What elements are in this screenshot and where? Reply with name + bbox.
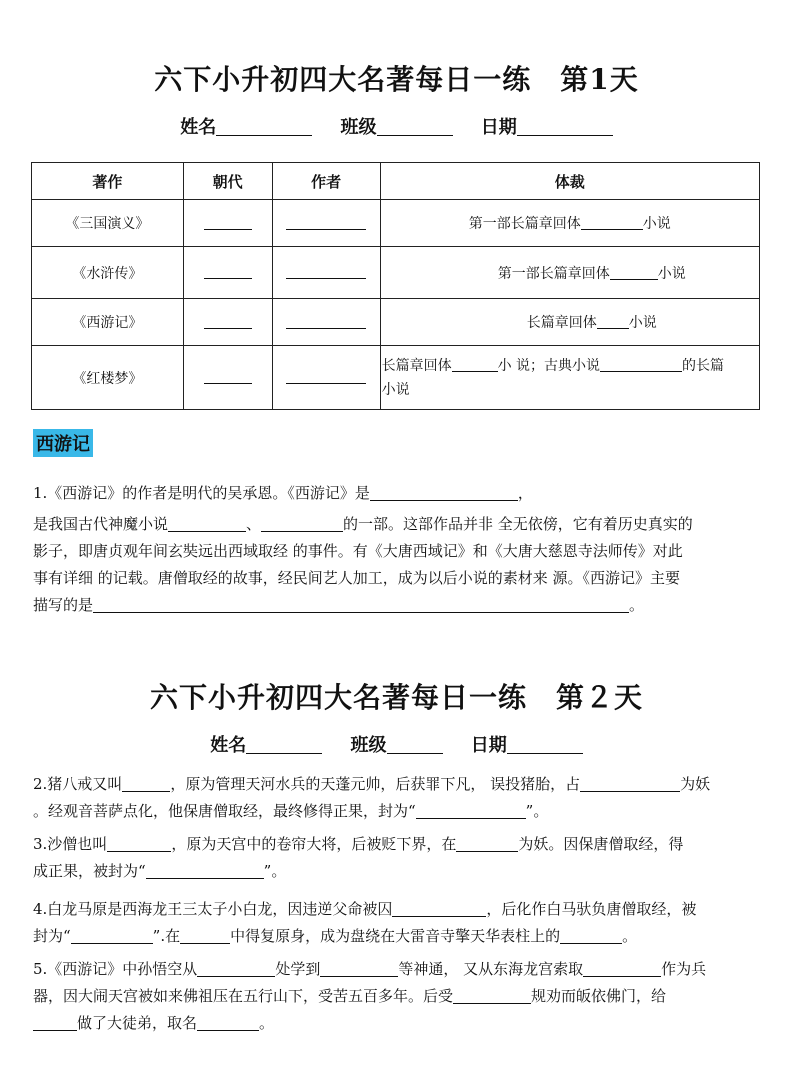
q2-blank[interactable] xyxy=(416,803,526,819)
genre-text: 小 说；古典小说 xyxy=(497,357,601,374)
day1-student-info xyxy=(0,113,793,139)
dynasty-blank[interactable] xyxy=(204,314,252,329)
class-blank[interactable] xyxy=(387,735,443,754)
q4-blank[interactable] xyxy=(180,928,230,944)
name-blank[interactable] xyxy=(246,735,322,754)
genre-text: 第一部长篇章回体 xyxy=(468,216,581,232)
genre-text: 的长篇 xyxy=(682,357,725,374)
genre-cell xyxy=(380,200,759,247)
header-author: 作者 xyxy=(272,163,380,200)
dynasty-blank[interactable] xyxy=(204,369,252,384)
class-blank[interactable] xyxy=(377,117,453,136)
dynasty-blank[interactable] xyxy=(204,264,252,279)
question-2: 2.猪八戒又叫 ，原为管理天河水兵的天蓬元帅，后获罪下凡， 误投猪胎，占 为妖 。经观音菩萨点化，他保唐僧取经，最终修得正果，封为“ ”。 xyxy=(33,775,711,820)
genre-blank[interactable] xyxy=(610,265,658,280)
question-5: 5.《西游记》中孙悟空从 处学到 等神通， 又从东海龙宫索取 作为兵 器，因大闹天宫被如来佛祖压在五行山下，受苦五百多年。后受 规劝而皈依佛门，给 做了大徒弟，取名 。 xyxy=(33,960,707,1032)
genre-text: 小说 xyxy=(628,315,657,331)
name-blank[interactable] xyxy=(216,117,312,136)
genre-text: 长篇章回体 xyxy=(381,357,452,374)
genre-blank[interactable] xyxy=(452,357,498,372)
genre-text: 第一部长篇章回体 xyxy=(497,265,610,282)
genre-text: 小说 xyxy=(657,265,686,282)
genre-cell xyxy=(380,247,759,299)
day2-title: 六下小升初四大名著每日一练 第２天 xyxy=(149,681,643,714)
header-dynasty: 朝代 xyxy=(183,163,272,200)
day2-student-info xyxy=(0,731,793,757)
work-cell: 《三国演义》 xyxy=(32,200,184,247)
q1-blank[interactable] xyxy=(168,516,246,532)
work-cell: 《红楼梦》 xyxy=(32,346,184,410)
q3-blank[interactable] xyxy=(456,836,518,852)
genre-blank[interactable] xyxy=(581,215,643,230)
genre-blank[interactable] xyxy=(600,357,682,372)
q1-blank[interactable] xyxy=(370,485,518,501)
q5-blank[interactable] xyxy=(197,1015,259,1031)
q4-blank[interactable] xyxy=(560,928,622,944)
genre-text: 长篇章回体 xyxy=(526,315,597,331)
class-label: 班级 xyxy=(350,735,387,756)
question-3: 3.沙僧也叫 ，原为天宫中的卷帘大将，后被贬下界，在 为妖。因保唐僧取经，得 成正果，被封为“ ”。 xyxy=(33,835,684,880)
header-work: 著作 xyxy=(32,163,184,200)
author-blank[interactable] xyxy=(286,314,366,329)
work-cell: 《水浒传》 xyxy=(32,247,184,299)
date-label: 日期 xyxy=(470,735,507,756)
q5-blank[interactable] xyxy=(320,961,398,977)
table-row xyxy=(32,247,760,299)
q1-blank[interactable] xyxy=(93,597,629,613)
date-label: 日期 xyxy=(480,117,517,138)
table-row xyxy=(32,346,760,410)
genre-cell xyxy=(380,346,759,410)
table-row xyxy=(32,299,760,346)
q2-blank[interactable] xyxy=(122,776,170,792)
genre-blank[interactable] xyxy=(597,314,629,329)
author-blank[interactable] xyxy=(286,369,366,384)
q1-blank[interactable] xyxy=(261,516,343,532)
question-4: 4.白龙马原是西海龙王三太子小白龙，因违逆父命被囚 ，后化作白马驮负唐僧取经，被 封为“ ”.在 中得复原身，成为盘绕在大雷音寺擎天华表柱上的 。 xyxy=(33,900,697,945)
question-1: 1.《西游记》的作者是明代的吴承恩。《西游记》是 ， 是我国古代神魔小说 、 的一部。这部作品并非 全无依傍，它有着历史真实的 影子，即唐贞观年间玄奘远出西域取经 的事件。有《大唐西域记》和《大唐大慈恩寺法师传》对此 事有详细 的记载。唐僧取经的故事，经民间艺人加工，成为以后小说的素材来 源。《西游记》主要 描写的是 。 xyxy=(33,484,693,614)
q4-blank[interactable] xyxy=(71,928,153,944)
genre-text: 小说 xyxy=(642,216,671,232)
section-label: 西游记 xyxy=(33,429,93,457)
genre-cell xyxy=(380,299,759,346)
q4-blank[interactable] xyxy=(392,901,486,917)
table-row xyxy=(32,200,760,247)
table-header-row xyxy=(32,163,760,200)
work-cell: 《西游记》 xyxy=(32,299,184,346)
name-label: 姓名 xyxy=(180,117,217,138)
day1-title: 六下小升初四大名著每日一练 第1天 xyxy=(154,63,639,96)
q3-blank[interactable] xyxy=(107,836,171,852)
q3-blank[interactable] xyxy=(146,863,264,879)
genre-text: 小说 xyxy=(381,381,410,398)
date-blank[interactable] xyxy=(517,117,613,136)
q5-blank[interactable] xyxy=(453,988,531,1004)
header-genre: 体裁 xyxy=(380,163,759,200)
author-blank[interactable] xyxy=(286,215,366,230)
works-table xyxy=(31,162,760,410)
dynasty-blank[interactable] xyxy=(204,215,252,230)
name-label: 姓名 xyxy=(210,735,247,756)
q5-blank[interactable] xyxy=(33,1015,77,1031)
q5-blank[interactable] xyxy=(197,961,275,977)
q5-blank[interactable] xyxy=(583,961,661,977)
class-label: 班级 xyxy=(340,117,377,138)
date-blank[interactable] xyxy=(507,735,583,754)
q2-blank[interactable] xyxy=(580,776,680,792)
author-blank[interactable] xyxy=(286,264,366,279)
